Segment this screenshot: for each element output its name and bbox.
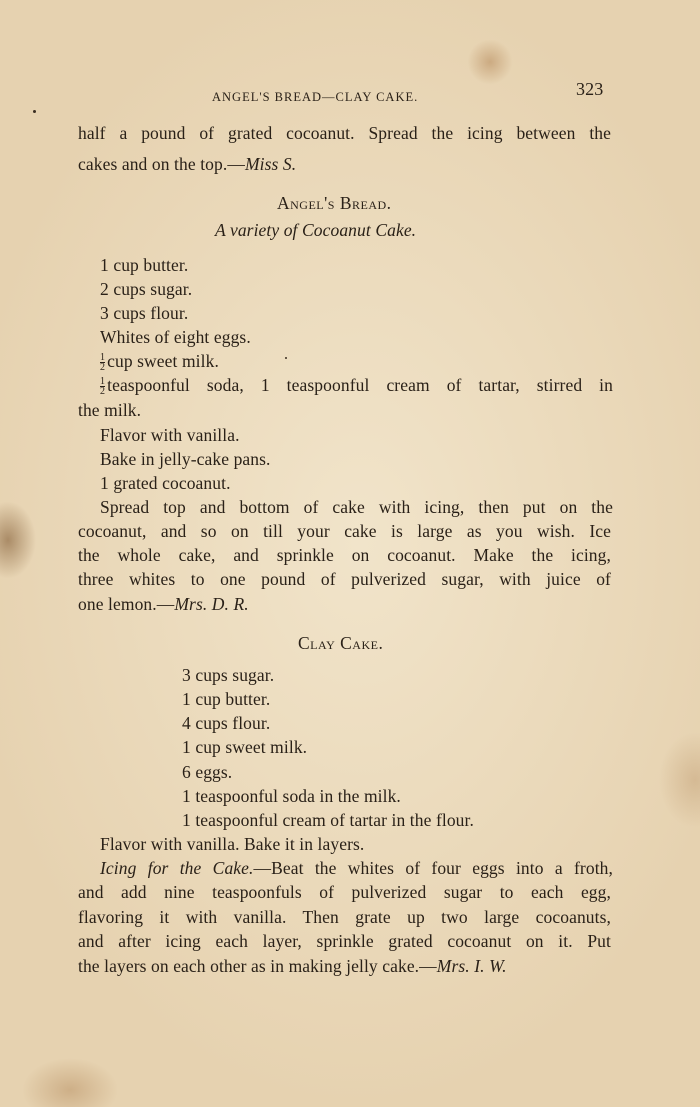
paragraph-line: the milk. (78, 400, 142, 420)
icing-label: Icing for the Cake. (100, 858, 254, 878)
author-attribution: Miss S. (244, 154, 297, 174)
paragraph-line: and add nine teaspoonfuls of pulverized sugar to each egg, (78, 882, 611, 902)
recipe-subtitle: A variety of Cocoanut Cake. (215, 220, 417, 240)
author-attribution: Mrs. D. R. (174, 594, 249, 614)
ingredient-line: 1 cup sweet milk. (182, 737, 308, 757)
paragraph-line: Icing for the Cake.—Beat the whites of four eggs into a froth, (100, 858, 613, 878)
fraction: $\frac{1}{2}$ (100, 376, 106, 397)
paragraph-line: Spread top and bottom of cake with icing, then put on the (100, 497, 613, 517)
intro-line-1: half a pound of grated cocoanut. Spread the icing between the (78, 123, 611, 143)
recipe-title: Clay Cake. (298, 633, 384, 653)
instruction-line: 1 grated cocoanut. (100, 473, 231, 493)
intro-text: cakes and on the top.— (78, 154, 245, 174)
paragraph-line: three whites to one pound of pulverized sugar, with juice of (78, 569, 611, 589)
ink-speck (33, 110, 36, 113)
paragraph-line: flavoring it with vanilla. Then grate up two large cocoanuts, (78, 907, 611, 927)
paragraph-line: cocoanut, and so on till your cake is large as you wish. Ice (78, 521, 611, 541)
running-title: ANGEL'S BREAD—CLAY CAKE. (212, 90, 419, 104)
ink-speck (285, 357, 287, 359)
ingredient-line: 1 teaspoonful cream of tartar in the flour. (182, 810, 474, 830)
ingredient-line: Whites of eight eggs. (100, 327, 251, 347)
ingredient-line: 2 cups sugar. (100, 279, 193, 299)
ingredient-line: 1 cup butter. (100, 255, 189, 275)
intro-line-2 (78, 153, 296, 175)
ingredient-line: 1 teaspoonful soda in the milk. (182, 786, 401, 806)
instruction-line: Bake in jelly-cake pans. (100, 449, 271, 469)
author-attribution: Mrs. I. W. (436, 956, 507, 976)
ingredient-line: 3 cups sugar. (182, 665, 275, 685)
recipe-title: Angel's Bread. (277, 193, 392, 213)
ingredient-line: $\frac{1}{2}$ teaspoonful soda, 1 teaspoonful cream of tartar, stirred in (100, 375, 613, 397)
instruction-line: Flavor with vanilla. Bake it in layers. (100, 834, 365, 854)
paragraph-line: the layers on each other as in making jelly cake.—Mrs. I. W. (78, 956, 507, 976)
ingredient-line: 6 eggs. (182, 762, 233, 782)
instruction-line: Flavor with vanilla. (100, 425, 240, 445)
paragraph-line: one lemon.—Mrs. D. R. (78, 594, 249, 614)
page-number: 323 (576, 79, 604, 99)
fraction: $\frac{1}{2}$ (100, 352, 106, 373)
ingredient-line: 4 cups flour. (182, 713, 271, 733)
paragraph-line: and after icing each layer, sprinkle grated cocoanut on it. Put (78, 931, 611, 951)
ingredient-line: 3 cups flour. (100, 303, 189, 323)
ingredient-line: $\frac{1}{2}$ cup sweet milk. (100, 351, 219, 373)
ingredient-line: 1 cup butter. (182, 689, 271, 709)
paragraph-line: the whole cake, and sprinkle on cocoanut. Make the icing, (78, 545, 611, 565)
